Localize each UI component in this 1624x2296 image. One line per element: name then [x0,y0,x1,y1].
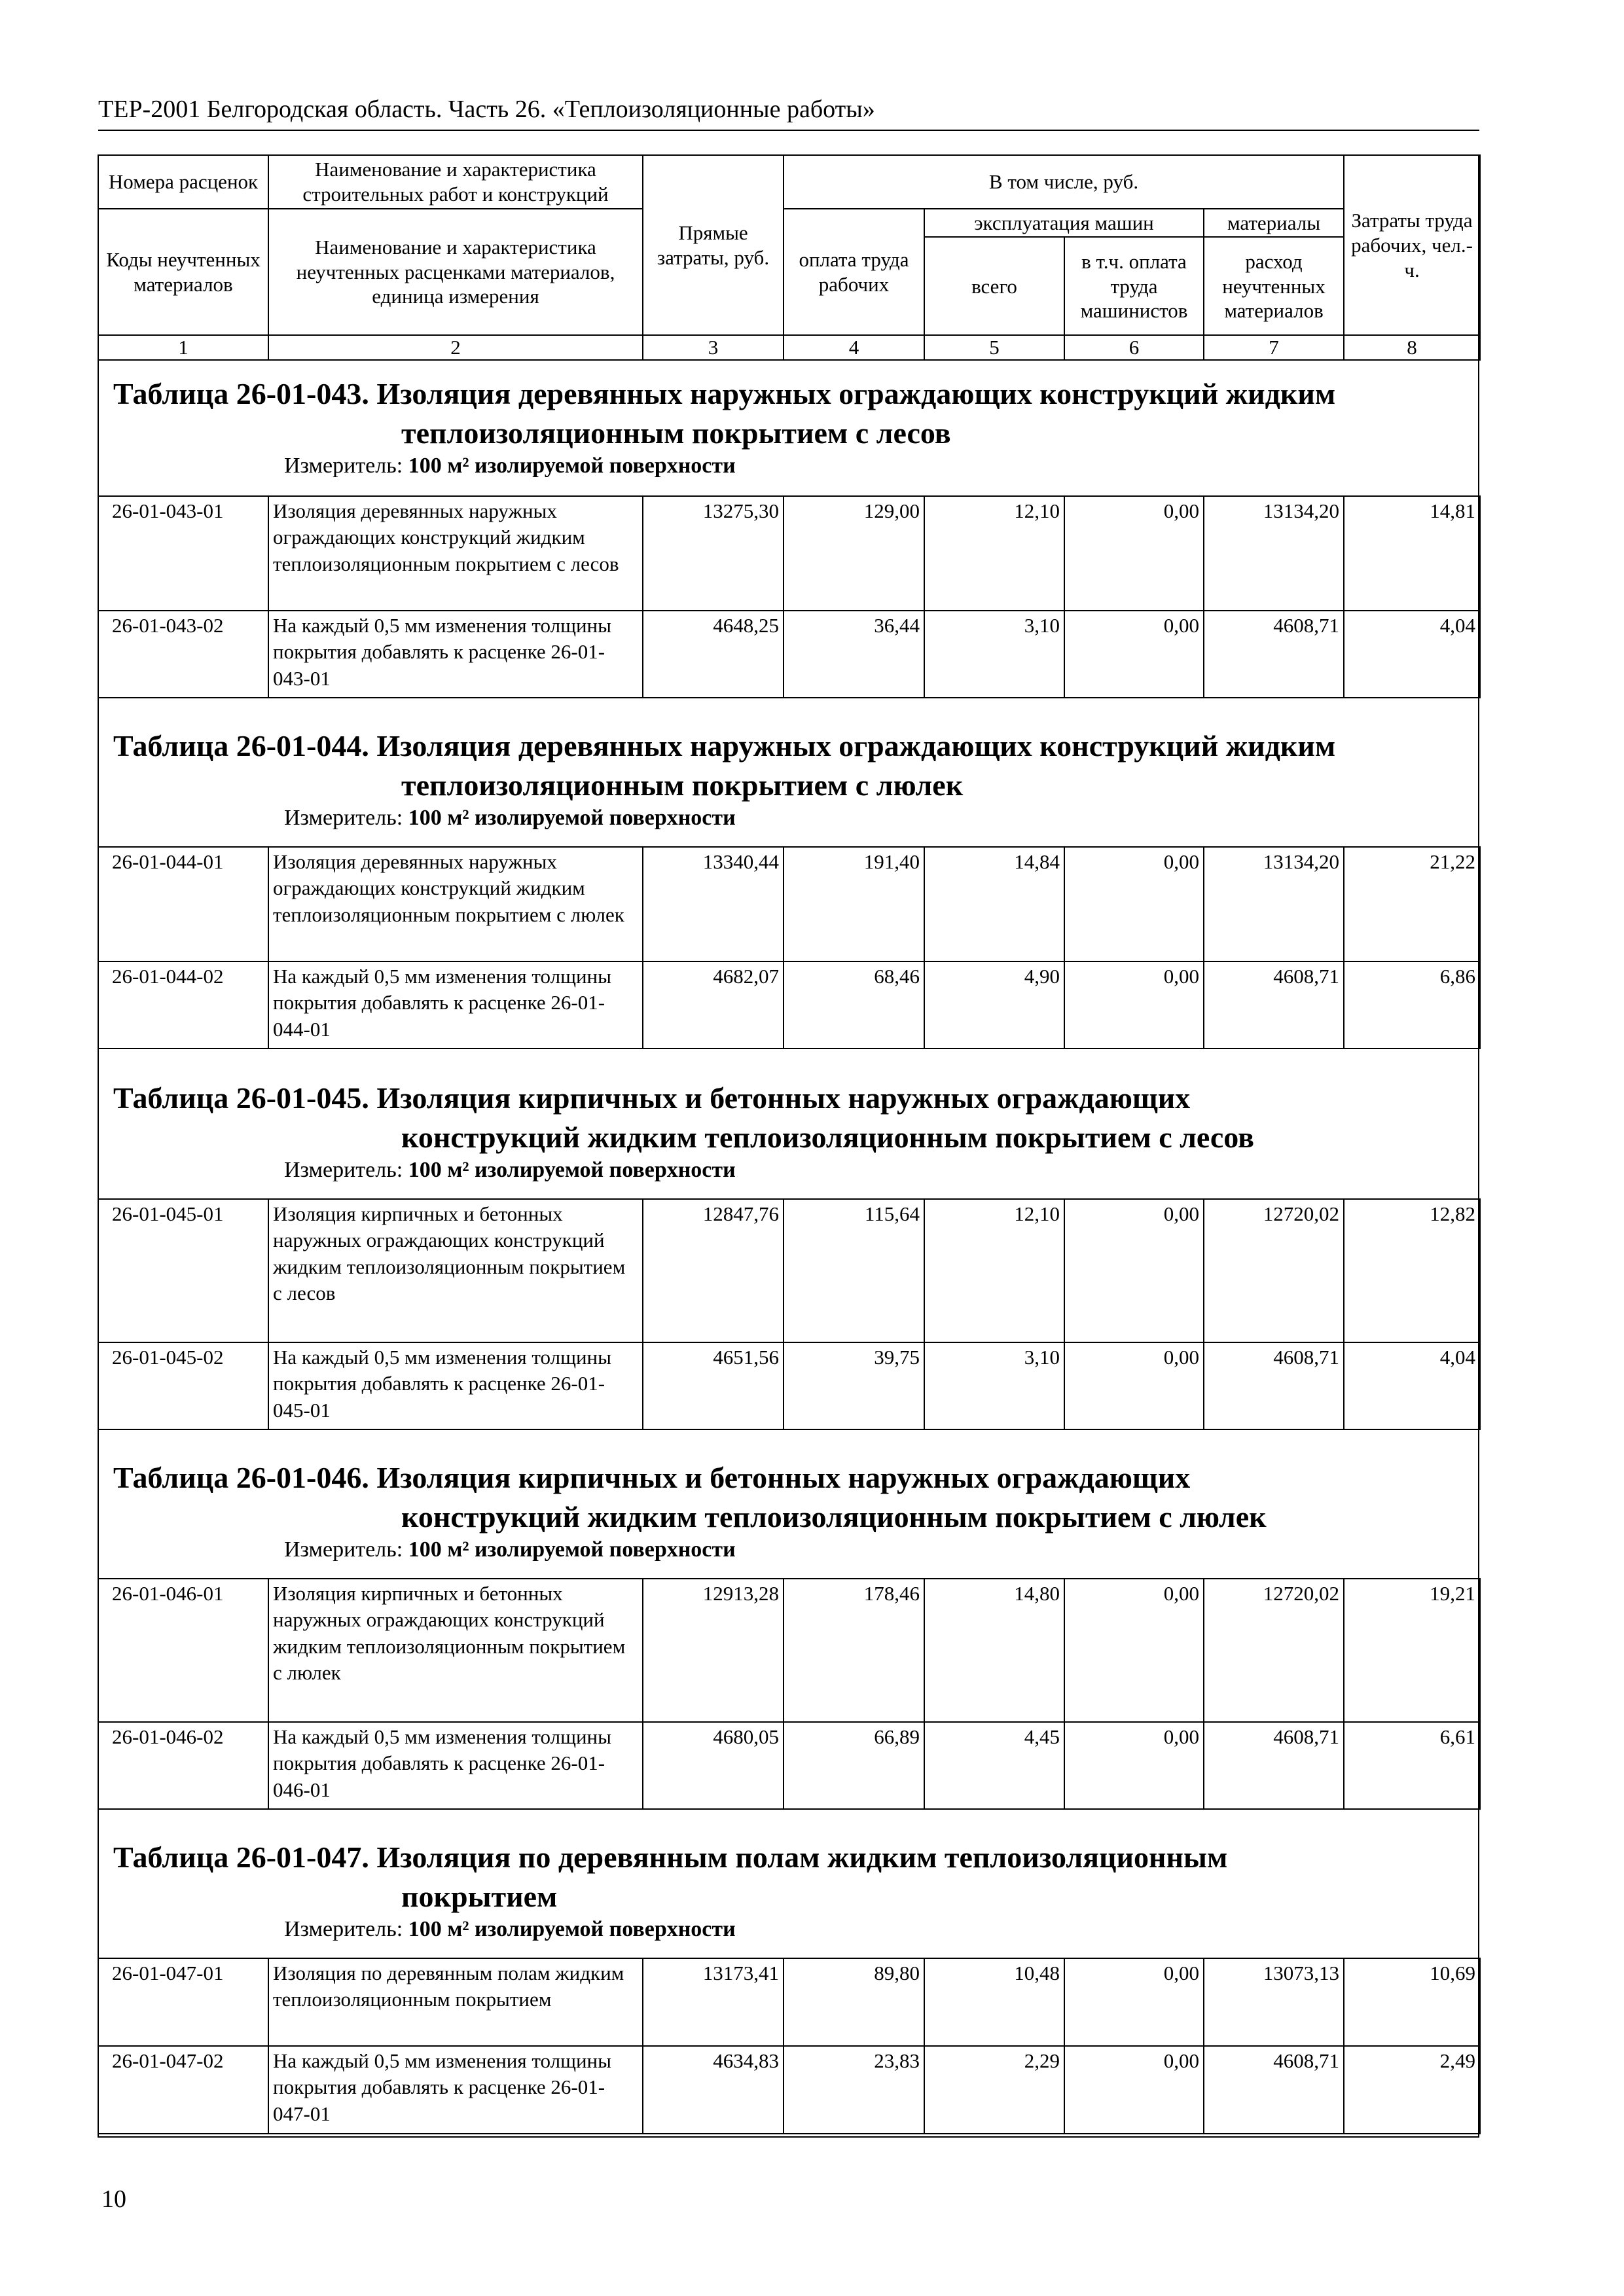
measure-label: Измеритель: [284,806,403,830]
section-title [113,1079,1479,1157]
materials-cost: 13134,20 [1204,496,1344,611]
worker-pay: 178,46 [784,1579,924,1722]
measure-line [284,805,1479,831]
direct-costs: 13275,30 [643,496,784,611]
rate-code: 26-01-043-01 [98,496,268,611]
labor-hours: 10,69 [1344,1958,1480,2046]
section-title [113,1838,1479,1916]
header-col3: Прямые затраты, руб. [643,155,784,335]
rate-name: Изоляция деревянных наружных ограждающих конструкций жидким теплоизоляционным покрытием с лесов [268,496,643,611]
direct-costs: 4682,07 [643,961,784,1049]
measure-value: 100 м² изолируемой поверхности [408,454,736,478]
worker-pay: 191,40 [784,847,924,961]
rate-code: 26-01-044-02 [98,961,268,1049]
section-title-line1: Таблица 26-01-047. Изоляция по деревянным полам жидким теплоизоляционным [113,1840,1228,1874]
measure-label: Измеритель: [284,1158,403,1182]
materials-cost: 12720,02 [1204,1199,1344,1342]
col-number-2: 2 [268,335,643,360]
direct-costs: 12847,76 [643,1199,784,1342]
table-row [98,1958,1480,2046]
section-title-line2: конструкций жидким теплоизоляционным покрытием с лесов [401,1121,1255,1154]
rate-code: 26-01-047-01 [98,1958,268,2046]
materials-cost: 4608,71 [1204,961,1344,1049]
rate-name: На каждый 0,5 мм изменения толщины покрытия добавлять к расценке 26-01-046-01 [268,1722,643,1809]
operator-pay: 0,00 [1064,961,1204,1049]
col-number-1: 1 [98,335,268,360]
labor-hours: 6,61 [1344,1722,1480,1809]
rate-name: На каждый 0,5 мм изменения толщины покрытия добавлять к расценке 26-01-043-01 [268,611,643,698]
worker-pay: 129,00 [784,496,924,611]
table-row [98,1199,1480,1342]
rate-code: 26-01-045-02 [98,1342,268,1429]
materials-cost: 12720,02 [1204,1579,1344,1722]
header-col2-bottom: Наименование и характеристика неучтенных расценками материалов, единица измерения [268,209,643,336]
measure-value: 100 м² изолируемой поверхности [408,1158,736,1182]
materials-cost: 4608,71 [1204,611,1344,698]
measure-label: Измеритель: [284,1537,403,1562]
worker-pay: 36,44 [784,611,924,698]
rates-table [98,846,1481,1049]
materials-cost: 13134,20 [1204,847,1344,961]
rate-code: 26-01-043-02 [98,611,268,698]
labor-hours: 4,04 [1344,611,1480,698]
measure-value: 100 м² изолируемой поверхности [408,1537,736,1562]
section-title-line1: Таблица 26-01-044. Изоляция деревянных наружных ограждающих конструкций жидким [113,729,1336,762]
measure-label: Измеритель: [284,454,403,478]
rates-table [98,495,1481,698]
labor-hours: 6,86 [1344,961,1480,1049]
table-row [98,496,1480,611]
machines-total: 12,10 [924,1199,1064,1342]
section-title-line1: Таблица 26-01-043. Изоляция деревянных наружных ограждающих конструкций жидким [113,377,1336,410]
materials-cost: 4608,71 [1204,2046,1344,2134]
col-number-8: 8 [1344,335,1480,360]
operator-pay: 0,00 [1064,496,1204,611]
rate-name: На каждый 0,5 мм изменения толщины покрытия добавлять к расценке 26-01-045-01 [268,1342,643,1429]
worker-pay: 39,75 [784,1342,924,1429]
header-col8: Затраты труда рабочих, чел.-ч. [1344,155,1480,335]
machines-total: 2,29 [924,2046,1064,2134]
section-26-01-043 [98,374,1479,479]
rate-name: На каждый 0,5 мм изменения толщины покрытия добавлять к расценке 26-01-044-01 [268,961,643,1049]
header-col5: всего [924,237,1064,335]
materials-cost: 4608,71 [1204,1722,1344,1809]
column-header-table [98,154,1481,361]
operator-pay: 0,00 [1064,1958,1204,2046]
rates-table [98,1578,1481,1810]
measure-value: 100 м² изолируемой поверхности [408,1917,736,1941]
header-materials: материалы [1204,209,1344,238]
operator-pay: 0,00 [1064,1722,1204,1809]
direct-costs: 13340,44 [643,847,784,961]
labor-hours: 2,49 [1344,2046,1480,2134]
operator-pay: 0,00 [1064,611,1204,698]
direct-costs: 4651,56 [643,1342,784,1429]
rate-code: 26-01-044-01 [98,847,268,961]
table-row [98,1579,1480,1722]
header-machines: эксплуатация машин [924,209,1204,238]
direct-costs: 4680,05 [643,1722,784,1809]
operator-pay: 0,00 [1064,2046,1204,2134]
rate-name: Изоляция по деревянным полам жидким теплоизоляционным покрытием [268,1958,643,2046]
measure-label: Измеритель: [284,1917,403,1941]
rate-name: Изоляция кирпичных и бетонных наружных ограждающих конструкций жидким теплоизоляционным покрытием с лесов [268,1199,643,1342]
col-number-7: 7 [1204,335,1344,360]
header-col6: в т.ч. оплата труда машинистов [1064,237,1204,335]
measure-value: 100 м² изолируемой поверхности [408,806,736,830]
section-title [113,1458,1479,1537]
worker-pay: 68,46 [784,961,924,1049]
materials-cost: 13073,13 [1204,1958,1344,2046]
rate-name: На каждый 0,5 мм изменения толщины покрытия добавлять к расценке 26-01-047-01 [268,2046,643,2134]
operator-pay: 0,00 [1064,1579,1204,1722]
section-26-01-047 [98,1838,1479,1943]
section-title-line2: теплоизоляционным покрытием с люлек [401,768,964,802]
labor-hours: 19,21 [1344,1579,1480,1722]
labor-hours: 21,22 [1344,847,1480,961]
header-col2-top: Наименование и характеристика строительных работ и конструкций [268,155,643,209]
materials-cost: 4608,71 [1204,1342,1344,1429]
machines-total: 12,10 [924,496,1064,611]
header-rule [98,130,1479,131]
section-title-line1: Таблица 26-01-046. Изоляция кирпичных и бетонных наружных ограждающих [113,1461,1191,1494]
header-col1-bottom: Коды неучтенных материалов [98,209,268,336]
section-title [113,726,1479,805]
measure-line [284,1157,1479,1183]
measure-line [284,1916,1479,1943]
col-number-6: 6 [1064,335,1204,360]
machines-total: 14,84 [924,847,1064,961]
worker-pay: 89,80 [784,1958,924,2046]
labor-hours: 14,81 [1344,496,1480,611]
machines-total: 3,10 [924,1342,1064,1429]
operator-pay: 0,00 [1064,847,1204,961]
labor-hours: 4,04 [1344,1342,1480,1429]
measure-line [284,453,1479,479]
col-number-5: 5 [924,335,1064,360]
header-col4: оплата труда рабочих [784,209,924,336]
section-26-01-045 [98,1079,1479,1183]
machines-total: 14,80 [924,1579,1064,1722]
machines-total: 4,45 [924,1722,1064,1809]
measure-line [284,1537,1479,1563]
direct-costs: 4634,83 [643,2046,784,2134]
header-group: В том числе, руб. [784,155,1344,209]
page-number: 10 [101,2185,126,2213]
header-col7: расход неучтенных материалов [1204,237,1344,335]
header-col1-top: Номера расценок [98,155,268,209]
section-26-01-046 [98,1458,1479,1563]
rate-name: Изоляция деревянных наружных ограждающих конструкций жидким теплоизоляционным покрытием с люлек [268,847,643,961]
rate-code: 26-01-047-02 [98,2046,268,2134]
rates-table [98,1198,1481,1430]
machines-total: 10,48 [924,1958,1064,2046]
table-row [98,611,1480,698]
worker-pay: 23,83 [784,2046,924,2134]
rate-code: 26-01-046-01 [98,1579,268,1722]
rate-name: Изоляция кирпичных и бетонных наружных ограждающих конструкций жидким теплоизоляционным покрытием с люлек [268,1579,643,1722]
section-title-line2: покрытием [401,1880,558,1913]
page-header: ТЕР-2001 Белгородская область. Часть 26. «Теплоизоляционные работы» [98,96,875,123]
worker-pay: 115,64 [784,1199,924,1342]
operator-pay: 0,00 [1064,1342,1204,1429]
col-number-3: 3 [643,335,784,360]
machines-total: 3,10 [924,611,1064,698]
section-26-01-044 [98,726,1479,831]
col-number-4: 4 [784,335,924,360]
table-row [98,2046,1480,2134]
section-title-line2: конструкций жидким теплоизоляционным покрытием с люлек [401,1500,1267,1534]
section-title-line2: теплоизоляционным покрытием с лесов [401,416,951,450]
table-row [98,847,1480,961]
direct-costs: 13173,41 [643,1958,784,2046]
worker-pay: 66,89 [784,1722,924,1809]
table-row [98,1722,1480,1809]
section-title [113,374,1479,453]
direct-costs: 4648,25 [643,611,784,698]
rate-code: 26-01-046-02 [98,1722,268,1809]
table-row [98,1342,1480,1429]
rates-table [98,1958,1481,2134]
machines-total: 4,90 [924,961,1064,1049]
labor-hours: 12,82 [1344,1199,1480,1342]
direct-costs: 12913,28 [643,1579,784,1722]
table-row [98,961,1480,1049]
rate-code: 26-01-045-01 [98,1199,268,1342]
section-title-line1: Таблица 26-01-045. Изоляция кирпичных и бетонных наружных ограждающих [113,1081,1191,1115]
operator-pay: 0,00 [1064,1199,1204,1342]
